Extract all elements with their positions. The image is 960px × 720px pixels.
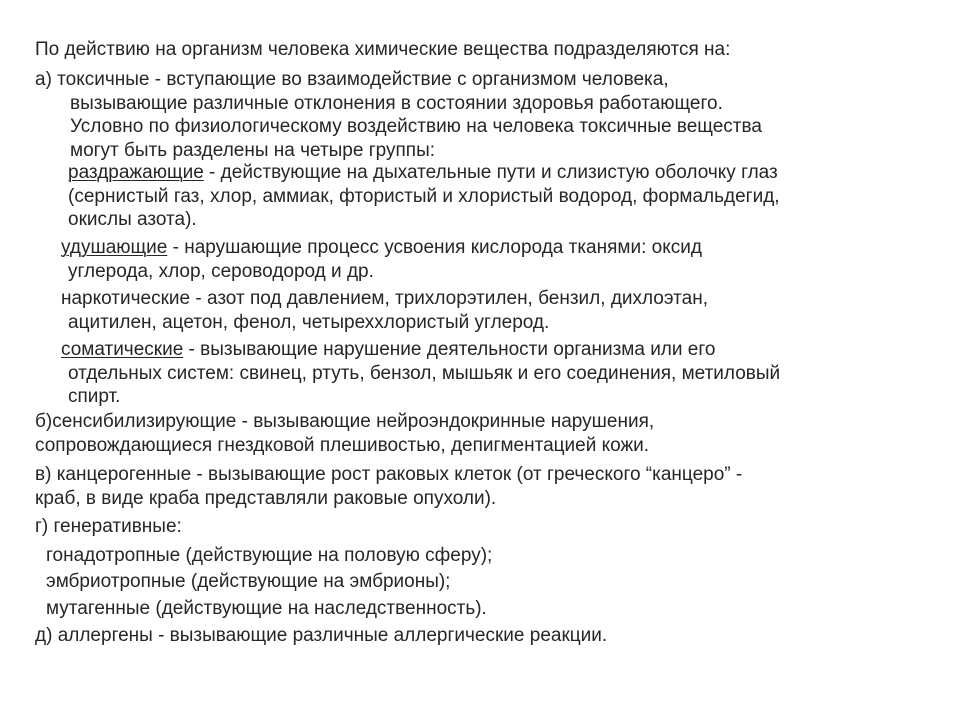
irritants-line-2: (сернистый газ, хлор, аммиак, фтористый и хлористый водород, формальдегид, <box>68 185 780 207</box>
allergens-line-1: д) аллергены - вызывающие различные аллергические реакции. <box>35 625 608 646</box>
toxic-line-2: вызывающие различные отклонения в состоянии здоровья работающего. <box>70 92 723 114</box>
somatic-line-2: отдельных систем: свинец, ртуть, бензол, мышьяк и его соединения, метиловый <box>68 362 781 384</box>
paragraph-irritants <box>68 161 780 232</box>
toxic-line-4: могут быть разделены на четыре группы: <box>70 139 436 161</box>
somatic-line-3: спирт. <box>68 386 121 407</box>
gonado-line: гонадотропные (действующие на половую сферу); <box>46 545 493 566</box>
asphyxiants-line-1-rest: - нарушающие процесс усвоения кислорода тканями: оксид <box>167 237 702 258</box>
paragraph-narcotics <box>61 287 708 334</box>
paragraph-toxic <box>35 68 762 162</box>
paragraph-sensitizing <box>35 410 654 457</box>
mutagen-line: мутагенные (действующие на наследственность). <box>46 598 487 619</box>
carcinogens-line-2: краб, в виде краба представляли раковые опухоли). <box>35 487 497 509</box>
intro-text <box>35 38 730 62</box>
asphyxiants-line-1 <box>61 236 702 260</box>
irritants-line-1 <box>68 161 780 185</box>
generative-mutagen <box>46 597 487 621</box>
paragraph-allergens <box>35 624 607 648</box>
carcinogens-line-1: в) канцерогенные - вызывающие рост раковых клеток (от греческого “канцеро” - <box>35 464 743 485</box>
toxic-line-1: а) токсичные - вступающие во взаимодействие с организмом человека, <box>35 69 669 90</box>
somatic-term: соматические <box>61 339 184 360</box>
narcotics-line-2: ацитилен, ацетон, фенол, четыреххлористый углерод. <box>68 311 550 333</box>
irritants-term: раздражающие <box>68 162 204 183</box>
toxic-line-3: Условно по физиологическому воздействию на человека токсичные вещества <box>70 116 762 137</box>
somatic-line-1-rest: - вызывающие нарушение деятельности организма или его <box>183 339 716 360</box>
asphyxiants-line-2: углерода, хлор, сероводород и др. <box>68 260 374 282</box>
narcotics-line-1: наркотические - азот под давлением, трихлорэтилен, бензил, дихлоэтан, <box>61 288 708 309</box>
sensitizing-line-1: б)сенсибилизирующие - вызывающие нейроэндокринные нарушения, <box>35 411 655 432</box>
generative-line-1: г) генеративные: <box>35 516 182 537</box>
generative-gonado <box>46 544 492 568</box>
asphyxiants-term: удушающие <box>61 237 168 258</box>
somatic-line-1 <box>61 338 780 362</box>
paragraph-asphyxiants <box>61 236 702 283</box>
intro-line: По действию на организм человека химические вещества подразделяются на: <box>35 39 731 60</box>
sensitizing-line-2: сопровождающиеся гнездковой плешивостью, депигментацией кожи. <box>35 434 650 456</box>
paragraph-generative <box>35 515 182 539</box>
irritants-line-1-rest: - действующие на дыхательные пути и слизистую оболочку глаз <box>203 162 778 183</box>
paragraph-carcinogens <box>35 463 742 510</box>
generative-embryo <box>46 570 450 594</box>
paragraph-somatic <box>61 338 780 409</box>
embryo-line: эмбриотропные (действующие на эмбрионы); <box>46 571 451 592</box>
irritants-line-3: окислы азота). <box>68 209 197 230</box>
